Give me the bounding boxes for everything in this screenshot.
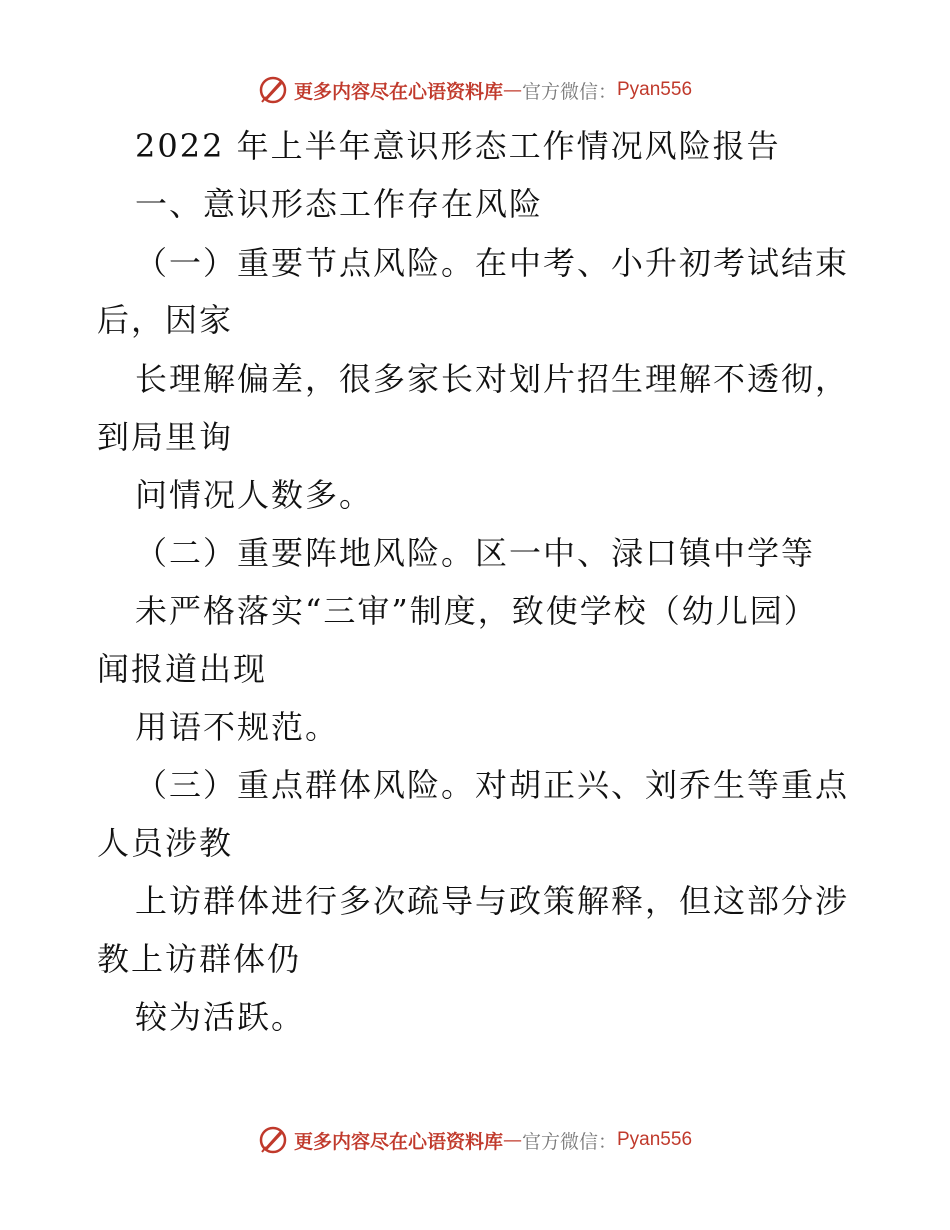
banner-dash: —: [502, 79, 522, 101]
paragraph-line: 闻报道出现: [97, 650, 268, 688]
banner-wechat-id: Pyan556: [617, 79, 693, 100]
paragraph-line: （二）重要阵地风险。区一中、渌口镇中学等: [135, 534, 816, 572]
banner-dash: —: [502, 1129, 522, 1151]
paragraph-line: 长理解偏差，很多家长对划片招生理解不透彻，: [135, 360, 850, 398]
footer-watermark-banner: [0, 1122, 950, 1158]
paragraph-line: （一）重要节点风险。在中考、小升初考试结束: [135, 244, 850, 282]
quill-pen-logo-icon: [258, 1125, 288, 1155]
banner-site-text: 更多内容尽在心语资料库: [293, 80, 503, 103]
paragraph-line: 后，因家: [97, 301, 234, 339]
paragraph-line: 未严格落实“三审”制度，致使学校（幼儿园）: [135, 592, 818, 630]
paragraph-line: 用语不规范。: [135, 708, 340, 746]
paragraph-line: 较为活跃。: [135, 998, 306, 1036]
paragraph-line: 教上访群体仍: [97, 940, 302, 978]
document-title: 2022 年上半年意识形态工作情况风险报告: [135, 127, 781, 165]
paragraph-line: 人员涉教: [97, 824, 234, 862]
paragraph-line: （三）重点群体风险。对胡正兴、刘乔生等重点: [135, 766, 850, 804]
quill-pen-logo-icon: [258, 75, 288, 105]
banner-wechat-label: 官方微信：: [521, 1130, 617, 1153]
section-heading: 一、意识形态工作存在风险: [135, 185, 544, 223]
paragraph-line: 到局里询: [97, 418, 234, 456]
paragraph-line: 上访群体进行多次疏导与政策解释，但这部分涉: [135, 882, 850, 920]
banner-wechat-label: 官方微信：: [521, 80, 617, 103]
paragraph-line: 问情况人数多。: [135, 476, 374, 514]
banner-wechat-id: Pyan556: [617, 1129, 693, 1150]
header-watermark-banner: [0, 72, 950, 108]
banner-site-text: 更多内容尽在心语资料库: [293, 1130, 503, 1153]
